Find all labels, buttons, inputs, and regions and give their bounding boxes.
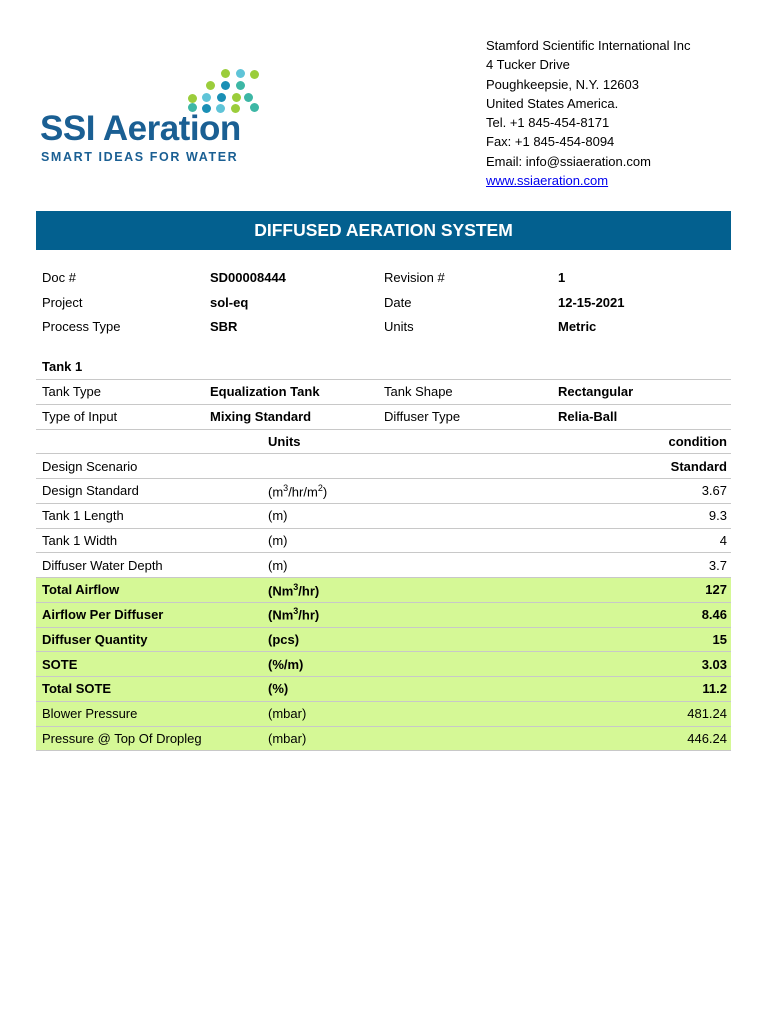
input-type-label: Type of Input	[42, 409, 118, 425]
company-tel: Tel. +1 845-454-8171	[486, 115, 610, 131]
table-row-highlighted	[36, 677, 731, 702]
row-value: 8.46	[701, 607, 727, 623]
meta-label: Project	[42, 294, 83, 310]
row-label: Airflow Per Diffuser	[42, 607, 164, 623]
row-value: 3.7	[708, 557, 727, 573]
row-unit: (Nm$^3$/hr)	[268, 581, 320, 599]
company-street: 4 Tucker Drive	[486, 57, 570, 73]
table-row-highlighted	[36, 628, 731, 653]
table-row-highlighted	[36, 578, 731, 603]
meta-label: Revision #	[384, 269, 445, 285]
meta-value: 12-15-2021	[558, 294, 625, 310]
row-unit: (m)	[268, 557, 288, 573]
tank-title: Tank 1	[42, 359, 83, 374]
table-row	[36, 454, 731, 479]
document-title-banner: DIFFUSED AERATION SYSTEM	[36, 211, 731, 250]
table-row	[36, 504, 731, 529]
row-unit: (m)	[268, 508, 288, 524]
tank-shape-value: Rectangular	[558, 384, 634, 400]
row-label: Total SOTE	[42, 681, 112, 697]
table-row-highlighted	[36, 603, 731, 628]
tank-type-value: Equalization Tank	[210, 384, 320, 400]
logo-tagline: SMART IDEAS FOR WATER	[41, 150, 239, 164]
row-label: Design Scenario	[42, 458, 138, 474]
document-meta	[36, 265, 731, 339]
row-value: 15	[712, 631, 727, 647]
row-label: Design Standard	[42, 483, 139, 499]
meta-label: Doc #	[42, 269, 76, 285]
table-row-highlighted	[36, 652, 731, 677]
row-value: 446.24	[687, 730, 727, 746]
row-unit: (pcs)	[268, 631, 300, 647]
meta-value: 1	[558, 269, 566, 285]
meta-row	[36, 265, 731, 290]
table-row	[36, 380, 731, 405]
company-city: Poughkeepsie, N.Y. 12603	[486, 76, 639, 92]
row-unit: (mbar)	[268, 730, 307, 746]
company-fax: Fax: +1 845-454-8094	[486, 134, 615, 150]
row-label: Pressure @ Top Of Dropleg	[42, 730, 202, 746]
row-label: Tank 1 Length	[42, 508, 124, 524]
row-value: 4	[719, 532, 727, 548]
row-value: 3.03	[701, 656, 727, 672]
input-type-value: Mixing Standard	[210, 409, 312, 425]
meta-label: Units	[384, 319, 414, 335]
company-logo	[40, 66, 265, 166]
row-value: Standard	[670, 458, 727, 474]
table-row	[36, 479, 731, 504]
row-unit: (mbar)	[268, 706, 307, 722]
meta-row	[36, 290, 731, 315]
table-row-highlighted	[36, 702, 731, 727]
row-unit: $(m^3/hr/m^2)$	[268, 482, 328, 500]
meta-value: SD00008444	[210, 269, 286, 285]
meta-label: Process Type	[42, 319, 121, 335]
company-email: Email: info@ssiaeration.com	[486, 153, 651, 169]
row-value: 9.3	[708, 508, 727, 524]
company-website-link[interactable]: www.ssiaeration.com	[486, 173, 609, 189]
row-value: 11.2	[702, 681, 727, 697]
condition-column-header: condition	[668, 433, 727, 449]
row-label: Diffuser Quantity	[42, 631, 148, 647]
row-unit: (%/m)	[268, 656, 304, 672]
company-address	[486, 36, 691, 190]
row-label: SOTE	[42, 656, 78, 672]
logo-wordmark: SSI Aeration	[40, 109, 241, 148]
row-label: Diffuser Water Depth	[42, 557, 163, 573]
row-value: 3.67	[701, 483, 727, 499]
meta-label: Date	[384, 294, 412, 310]
row-label: Total Airflow	[42, 582, 120, 598]
meta-value: SBR	[210, 319, 238, 335]
diffuser-type-value: Relia-Ball	[558, 409, 618, 425]
table-row	[36, 553, 731, 578]
table-row-highlighted	[36, 727, 731, 752]
units-column-header: Units	[268, 433, 301, 449]
row-unit: (m)	[268, 532, 288, 548]
company-name: Stamford Scientific International Inc	[486, 38, 691, 53]
row-unit: (Nm$^3$/hr)	[268, 606, 320, 623]
tank-shape-label: Tank Shape	[384, 384, 453, 400]
diffuser-type-label: Diffuser Type	[384, 409, 461, 425]
meta-value: Metric	[558, 319, 597, 335]
meta-value: sol-eq	[210, 294, 249, 310]
table-row	[36, 529, 731, 554]
row-value: 481.24	[687, 706, 727, 722]
tank-table	[36, 379, 731, 751]
table-row	[36, 405, 731, 430]
tank-type-label: Tank Type	[42, 384, 102, 400]
table-header-row	[36, 430, 731, 455]
meta-row	[36, 315, 731, 340]
row-value: 127	[705, 582, 727, 598]
row-label: Blower Pressure	[42, 706, 138, 722]
row-label: Tank 1 Width	[42, 532, 118, 548]
company-country: United States America.	[486, 95, 619, 111]
row-unit: (%)	[268, 681, 289, 697]
